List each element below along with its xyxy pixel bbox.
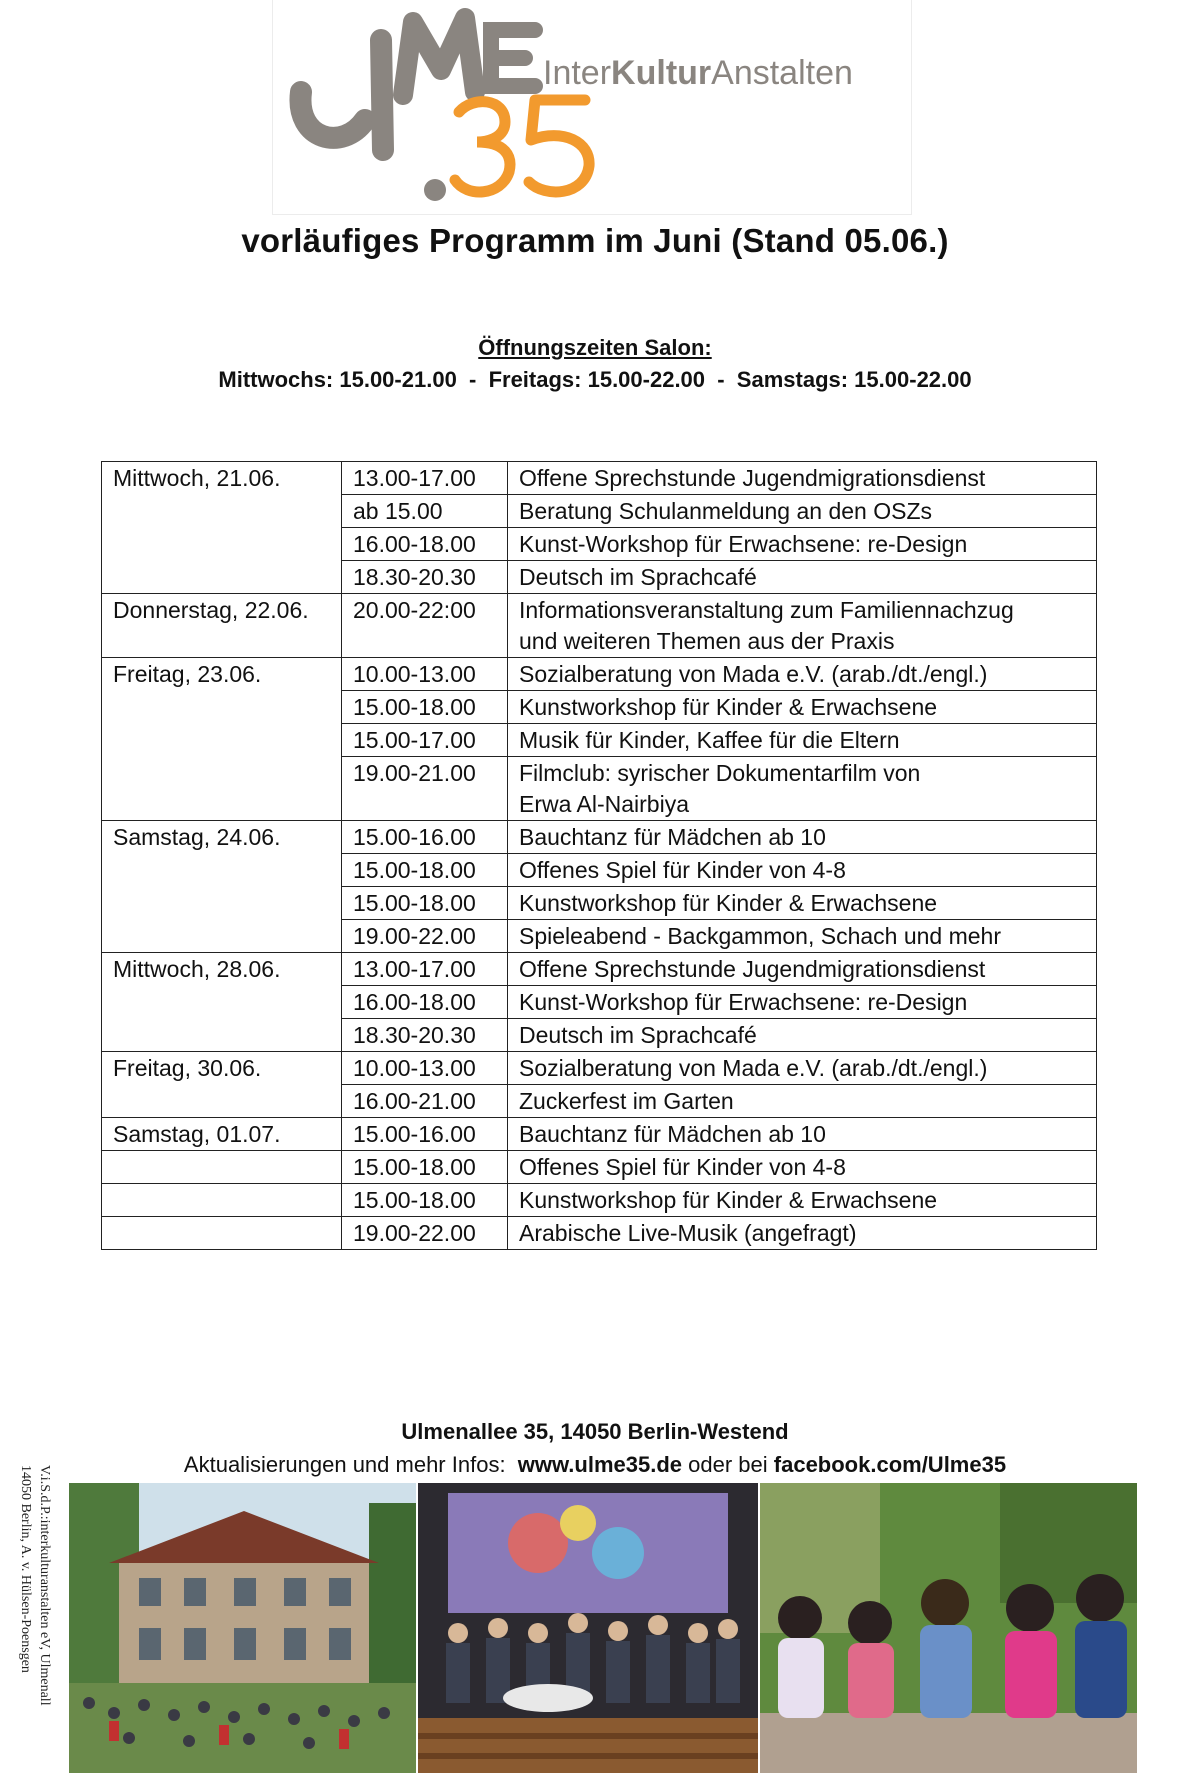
schedule-row <box>102 854 1097 887</box>
schedule-row <box>102 1217 1097 1250</box>
schedule-event-line: Kunst-Workshop für Erwachsene: re-Design <box>519 531 968 557</box>
schedule-event <box>508 986 1097 1019</box>
logo-tagline: InterKulturAnstalten <box>543 54 853 92</box>
schedule-event-line: Offene Sprechstunde Jugendmigrationsdienst <box>519 465 986 491</box>
schedule-day: Mittwoch, 21.06. <box>102 462 342 495</box>
schedule-day: Samstag, 01.07. <box>102 1118 342 1151</box>
schedule-event <box>508 691 1097 724</box>
schedule-event-line: Offene Sprechstunde Jugendmigrationsdienst <box>519 956 986 982</box>
schedule-event-line-2: und weiteren Themen aus der Praxis <box>519 628 895 654</box>
opening-hours-heading: Öffnungszeiten Salon: <box>478 335 712 360</box>
schedule-event-line: Deutsch im Sprachcafé <box>519 1022 757 1048</box>
opening-hours-line: Mittwochs: 15.00-21.00 - Freitags: 15.00-22.00 - Samstags: 15.00-22.00 <box>218 367 972 392</box>
schedule-row <box>102 920 1097 953</box>
ulme35-logo-graphic <box>273 0 913 215</box>
schedule-event <box>508 953 1097 986</box>
info-middle: oder bei <box>682 1452 774 1477</box>
schedule-row <box>102 986 1097 1019</box>
schedule-row <box>102 821 1097 854</box>
schedule-row <box>102 495 1097 528</box>
schedule-time: 10.00-13.00 <box>342 658 508 691</box>
schedule-day <box>102 528 342 561</box>
schedule-time: 15.00-18.00 <box>342 1184 508 1217</box>
schedule-time: ab 15.00 <box>342 495 508 528</box>
schedule-row <box>102 1052 1097 1085</box>
schedule-event <box>508 854 1097 887</box>
schedule-row <box>102 1151 1097 1184</box>
schedule-event <box>508 920 1097 953</box>
schedule-event <box>508 658 1097 691</box>
schedule-row <box>102 953 1097 986</box>
logo-letter-e <box>491 30 535 86</box>
schedule-event <box>508 462 1097 495</box>
schedule-time: 18.30-20.30 <box>342 561 508 594</box>
schedule-time: 19.00-22.00 <box>342 920 508 953</box>
schedule-event <box>508 561 1097 594</box>
logo-digit-3 <box>455 102 510 192</box>
schedule-day: Donnerstag, 22.06. <box>102 594 342 658</box>
schedule-row <box>102 594 1097 658</box>
schedule-event-line: Bauchtanz für Mädchen ab 10 <box>519 1121 826 1147</box>
schedule-event-line: Deutsch im Sprachcafé <box>519 564 757 590</box>
schedule-row <box>102 691 1097 724</box>
schedule-event-line: Kunst-Workshop für Erwachsene: re-Design <box>519 989 968 1015</box>
address: Ulmenallee 35, 14050 Berlin-Westend <box>401 1419 789 1444</box>
schedule-day <box>102 887 342 920</box>
schedule-day: Freitag, 30.06. <box>102 1052 342 1085</box>
schedule-time: 15.00-18.00 <box>342 887 508 920</box>
schedule-row <box>102 1085 1097 1118</box>
schedule-row <box>102 561 1097 594</box>
logo-dot <box>424 179 446 201</box>
schedule-time: 15.00-18.00 <box>342 854 508 887</box>
schedule-event-line: Sozialberatung von Mada e.V. (arab./dt./engl.) <box>519 661 988 687</box>
logo <box>272 0 912 215</box>
schedule-time: 16.00-18.00 <box>342 528 508 561</box>
schedule-event <box>508 1085 1097 1118</box>
schedule-row <box>102 724 1097 757</box>
schedule-event-line: Kunstworkshop für Kinder & Erwachsene <box>519 694 938 720</box>
schedule-row <box>102 887 1097 920</box>
schedule-row <box>102 528 1097 561</box>
info-prefix: Aktualisierungen und mehr Infos: <box>183 1452 518 1477</box>
schedule-event-line-2: Erwa Al-Nairbiya <box>519 791 689 817</box>
schedule-day <box>102 724 342 757</box>
imprint <box>14 1465 54 1775</box>
logo-letter-u <box>300 92 365 138</box>
schedule-event <box>508 1217 1097 1250</box>
info-line <box>0 1452 1190 1478</box>
imprint-line-2: 14050 Berlin, A. v. Hülsen-Poensgen <box>18 1465 33 1673</box>
villa-photo <box>69 1483 416 1773</box>
schedule-event-line: Filmclub: syrischer Dokumentarfilm von <box>519 760 921 786</box>
schedule-time: 20.00-22:00 <box>342 594 508 658</box>
children-photo <box>760 1483 1137 1773</box>
schedule-day <box>102 920 342 953</box>
schedule-event-line: Spieleabend - Backgammon, Schach und mehr <box>519 923 1002 949</box>
schedule-event-line: Offenes Spiel für Kinder von 4-8 <box>519 1154 846 1180</box>
schedule-time: 16.00-21.00 <box>342 1085 508 1118</box>
schedule-row <box>102 1118 1097 1151</box>
schedule-event-line: Informationsveranstaltung zum Familiennachzug <box>519 597 1014 623</box>
schedule-time: 16.00-18.00 <box>342 986 508 1019</box>
schedule-event-line: Offenes Spiel für Kinder von 4-8 <box>519 857 846 883</box>
film-screening-photo <box>418 1483 758 1773</box>
schedule-event <box>508 1118 1097 1151</box>
schedule-time: 10.00-13.00 <box>342 1052 508 1085</box>
schedule-day: Samstag, 24.06. <box>102 821 342 854</box>
schedule-event <box>508 1151 1097 1184</box>
schedule-event-line: Arabische Live-Musik (angefragt) <box>519 1220 857 1246</box>
schedule-row <box>102 462 1097 495</box>
schedule-time: 15.00-17.00 <box>342 724 508 757</box>
schedule-event-line: Zuckerfest im Garten <box>519 1088 734 1114</box>
schedule-row <box>102 1184 1097 1217</box>
logo-letter-m <box>403 18 475 95</box>
website-link[interactable]: www.ulme35.de <box>517 1452 683 1477</box>
schedule-time: 18.30-20.30 <box>342 1019 508 1052</box>
schedule-event <box>508 887 1097 920</box>
schedule-row <box>102 757 1097 821</box>
schedule-time: 15.00-18.00 <box>342 691 508 724</box>
schedule-time: 13.00-17.00 <box>342 462 508 495</box>
page-title: vorläufiges Programm im Juni (Stand 05.06.) <box>241 222 949 259</box>
schedule-event <box>508 757 1097 821</box>
schedule-day <box>102 986 342 1019</box>
schedule-table <box>101 461 1097 1250</box>
schedule-event-line: Musik für Kinder, Kaffee für die Eltern <box>519 727 900 753</box>
logo-digit-5 <box>529 100 589 192</box>
schedule-event <box>508 821 1097 854</box>
schedule-time: 13.00-17.00 <box>342 953 508 986</box>
schedule-day <box>102 1085 342 1118</box>
schedule-day <box>102 561 342 594</box>
schedule-time: 19.00-22.00 <box>342 1217 508 1250</box>
facebook-link[interactable]: facebook.com/Ulme35 <box>773 1452 1007 1477</box>
schedule-event <box>508 1052 1097 1085</box>
schedule-day: Freitag, 23.06. <box>102 658 342 691</box>
schedule-day: Mittwoch, 28.06. <box>102 953 342 986</box>
schedule-row <box>102 1019 1097 1052</box>
schedule-event <box>508 1019 1097 1052</box>
schedule-day <box>102 1151 342 1184</box>
schedule-day <box>102 854 342 887</box>
schedule-day <box>102 1184 342 1217</box>
schedule-time: 15.00-18.00 <box>342 1151 508 1184</box>
schedule-day <box>102 1217 342 1250</box>
schedule-event-line: Beratung Schulanmeldung an den OSZs <box>519 498 932 524</box>
imprint-line-1: V.i.S.d.P.:interkulturanstalten eV, Ulmenall <box>37 1465 52 1706</box>
schedule-day <box>102 691 342 724</box>
schedule-event-line: Sozialberatung von Mada e.V. (arab./dt./engl.) <box>519 1055 988 1081</box>
schedule-day <box>102 1019 342 1052</box>
schedule-time: 19.00-21.00 <box>342 757 508 821</box>
schedule-day <box>102 495 342 528</box>
schedule-event-line: Bauchtanz für Mädchen ab 10 <box>519 824 826 850</box>
logo-letter-l <box>381 40 383 150</box>
schedule-event-line: Kunstworkshop für Kinder & Erwachsene <box>519 890 938 916</box>
schedule-row <box>102 658 1097 691</box>
schedule-time: 15.00-16.00 <box>342 1118 508 1151</box>
schedule-event-line: Kunstworkshop für Kinder & Erwachsene <box>519 1187 938 1213</box>
schedule-time: 15.00-16.00 <box>342 821 508 854</box>
schedule-event <box>508 594 1097 658</box>
schedule-day <box>102 757 342 821</box>
schedule-event <box>508 1184 1097 1217</box>
schedule-event <box>508 528 1097 561</box>
schedule-event <box>508 724 1097 757</box>
schedule-event <box>508 495 1097 528</box>
